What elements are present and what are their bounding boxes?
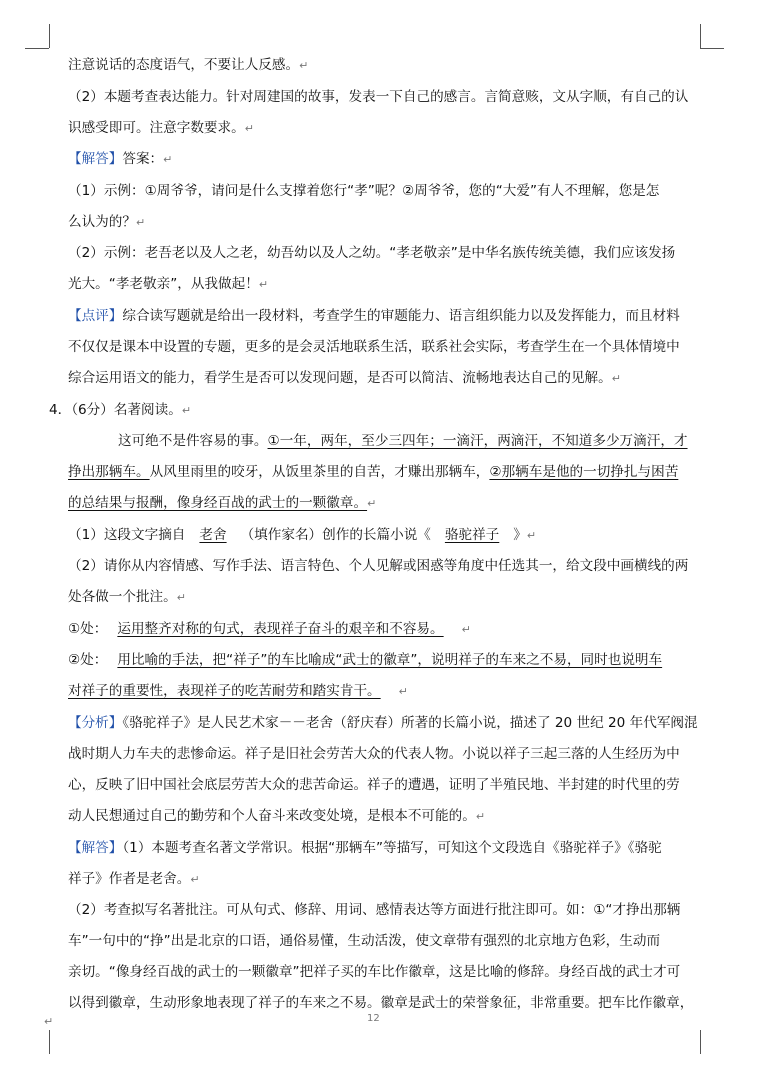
- passage-line: 挣出那辆车。从风里雨里的咬牙，从饭里茶里的自苦，才赚出那辆车，②那辆车是他的一切挣扎与困苦: [68, 464, 679, 480]
- text-line: 综合运用语文的能力，看学生是否可以发现问题，是否可以简洁、流畅地表达自己的见解。↵: [68, 370, 621, 386]
- text-line: （1）示例：①周爷爷，请问是什么支撑着您行“孝”呢？②周爷爷，您的“大爱”有人不理解，您是怎: [68, 183, 660, 199]
- text-line: 么认为的？↵: [68, 214, 146, 230]
- comment-heading: 【点评】综合读写题就是给出一段材料，考查学生的审题能力、语言组织能力以及发挥能力，而且材料: [68, 308, 680, 324]
- text-line: 心，反映了旧中国社会底层劳苦大众的悲苦命运。祥子的遭遇，证明了半殖民地、半封建的时代里的劳: [68, 777, 680, 793]
- question-title: 4．（6分）名著阅读。↵: [49, 402, 192, 418]
- text-line: 车”一句中的“挣”出是北京的口语，通俗易懂，生动活泼，使文章带有强烈的北京地方色彩，生动而: [68, 933, 661, 949]
- crop-mark-top-left-v: [49, 24, 50, 48]
- text-line: 注意说话的态度语气，不要让人反感。↵: [68, 57, 309, 73]
- annotation-2: ②处： 用比喻的手法，把“祥子”的车比喻成“武士的徽章”，说明祥子的车来之不易，同时也说明车: [68, 652, 663, 668]
- text-line: 识感受即可。注意字数要求。↵: [68, 120, 254, 136]
- crop-mark-bottom-left-v: [49, 1030, 50, 1054]
- text-line: 光大。“孝老敬亲”，从我做起！↵: [68, 276, 269, 292]
- annotation-1: ①处： 运用整齐对称的句式，表现祥子奋斗的艰辛和不容易。 ↵: [68, 621, 471, 637]
- text-line: （2）考查拟写名著批注。可从句式、修辞、用词、感情表达等方面进行批注即可。如：①“才挣出那辆: [68, 902, 681, 918]
- answer-author: 老舍: [199, 527, 227, 543]
- text-line: 以得到徽章，生动形象地表现了祥子的车来之不易。徽章是武士的荣誉象征，非常重要。把车比作徽章，: [68, 995, 694, 1011]
- passage-line: 的总结果与报酬，像身经百战的武士的一颗徽章。↵: [68, 495, 377, 511]
- question-1: （1）这段文字摘自 老舍 （填作家名）创作的长篇小说《 骆驼祥子 》↵: [68, 527, 537, 543]
- underlined-sentence-2: ②那辆车是他的一切挣扎与困苦: [489, 464, 679, 480]
- question-2: （2）请你从内容情感、写作手法、语言特色、个人见解或困惑等角度中任选其一，给文段中画横线的两: [68, 558, 689, 574]
- text-line: 动人民想通过自己的勤劳和个人奋斗来改变处境，是根本不可能的。↵: [68, 808, 486, 824]
- crop-mark-top-right-h: [700, 48, 724, 49]
- crop-mark-top-left-h: [25, 48, 49, 49]
- answer-novel: 骆驼祥子: [444, 527, 500, 543]
- analysis-heading: 【分析】《骆驼祥子》是人民艺术家－－老舍（舒庆春）所著的长篇小说，描述了 20 世纪 20 年代军阀混: [68, 715, 698, 731]
- crop-mark-top-right-v: [700, 24, 701, 48]
- text-line: 不仅仅是课本中设置的专题，更多的是会灵活地联系生活，联系社会实际，考查学生在一个具体情境中: [68, 339, 680, 355]
- text-line: 战时期人力车夫的悲惨命运。祥子是旧社会劳苦大众的代表人物。小说以祥子三起三落的人生经历为中: [68, 746, 680, 762]
- text-line: 处各做一个批注。↵: [68, 589, 186, 605]
- underlined-sentence-1: ①一年，两年，至少三四年；一滴汗，两滴汗，不知道多少万滴汗，才: [267, 433, 688, 449]
- paragraph-mark: ↵: [44, 1015, 54, 1028]
- annotation-2-cont: 对祥子的重要性，表现祥子的吃苦耐劳和踏实肯干。 ↵: [68, 683, 408, 699]
- crop-mark-bottom-right-v: [700, 1030, 701, 1054]
- answer-heading: 【解答】答案：↵: [68, 151, 173, 167]
- passage-line: 这可绝不是件容易的事。①一年，两年，至少三四年；一滴汗，两滴汗，不知道多少万滴汗，才: [118, 433, 688, 449]
- text-line: （2）示例：老吾老以及人之老，幼吾幼以及人之幼。“孝老敬亲”是中华名族传统美德，我们应该发扬: [68, 245, 676, 261]
- text-line: （2）本题考查表达能力。针对周建国的故事，发表一下自己的感言。言简意赅，文从字顺，有自己的认: [68, 89, 689, 105]
- answer-heading: 【解答】（1）本题考查名著文学常识。根据“那辆车”等描写，可知这个文段选自《骆驼祥子》《骆驼: [68, 840, 662, 856]
- page-number: 12: [367, 1013, 380, 1024]
- text-line: 亲切。“像身经百战的武士的一颗徽章”把祥子买的车比作徽章，这是比喻的修辞。身经百战的武士才可: [68, 964, 681, 980]
- text-line: 祥子》作者是老舍。↵: [68, 871, 200, 887]
